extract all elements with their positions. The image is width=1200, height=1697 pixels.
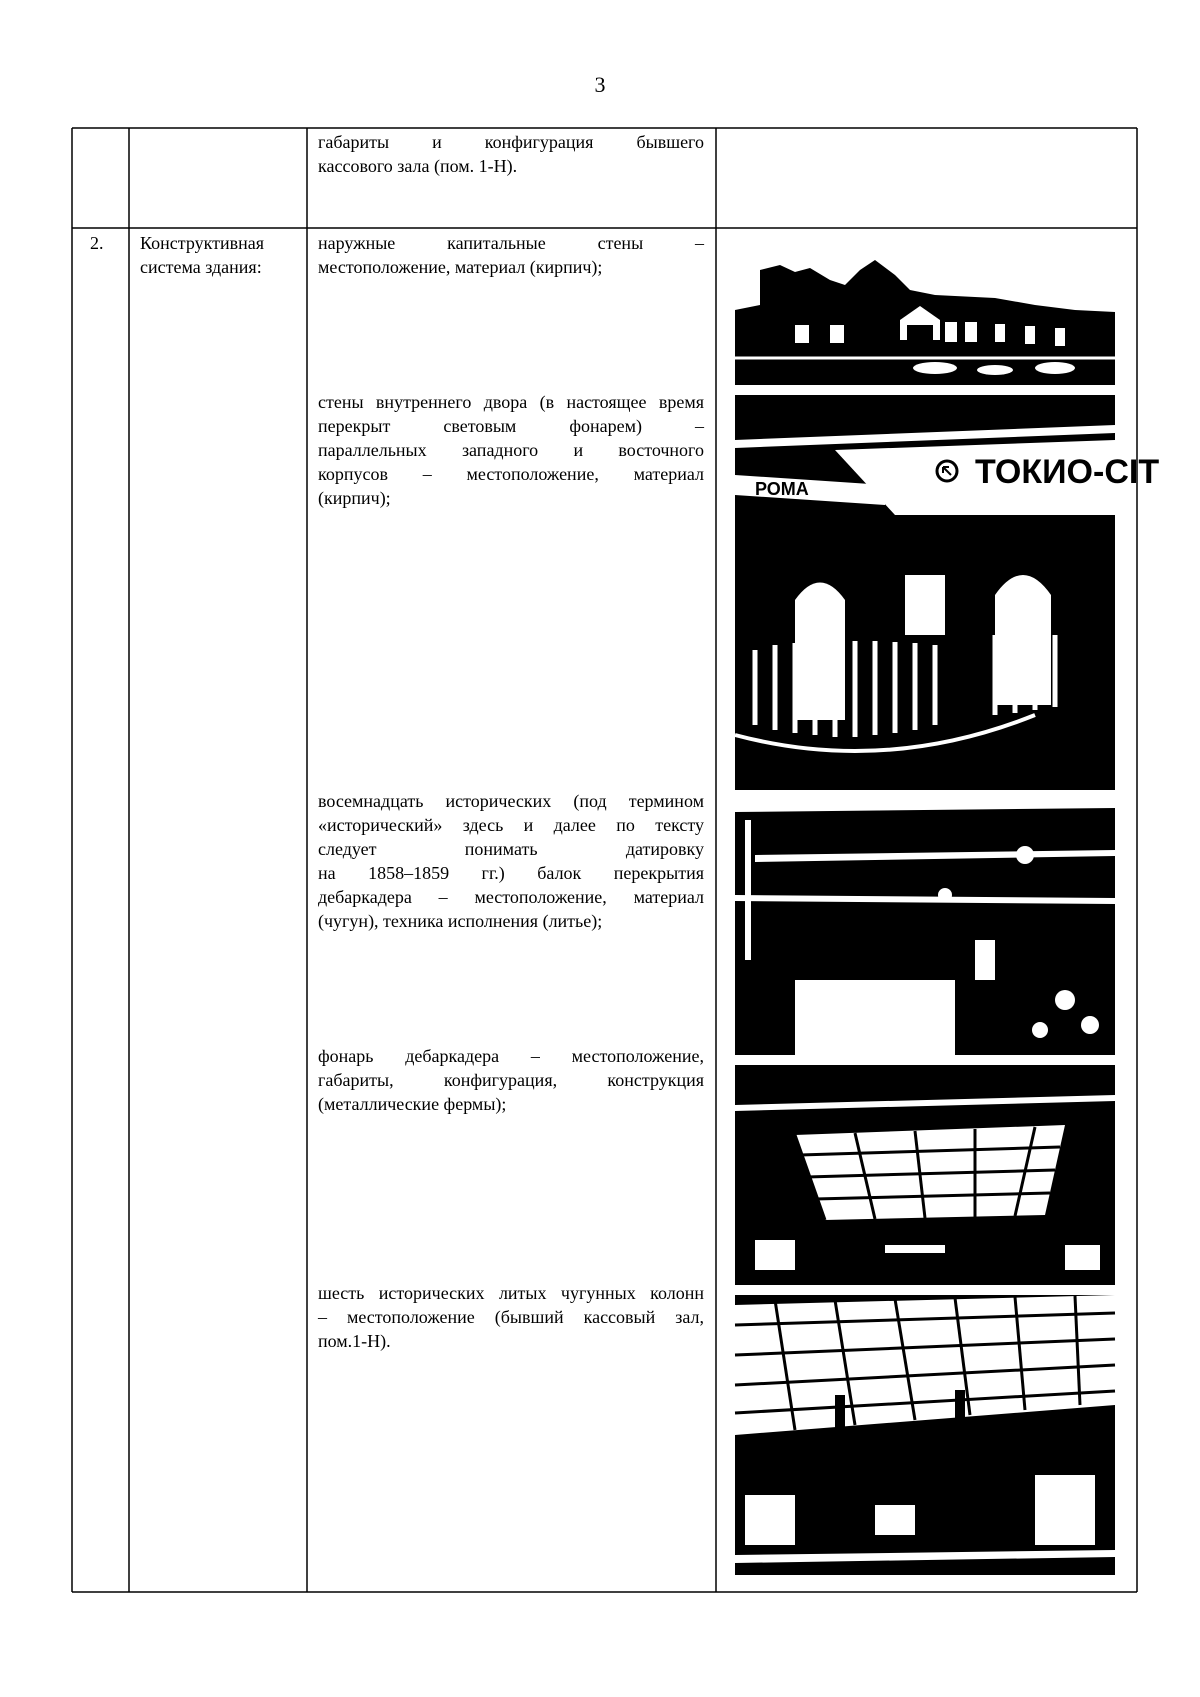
item-line: «исторический» здесь и далее по тексту <box>318 815 704 835</box>
item-line: габариты, конфигурация, конструкция <box>318 1070 704 1090</box>
item-line: пом.1-Н). <box>318 1331 391 1351</box>
subject-line-2: система здания: <box>140 257 262 277</box>
item-line: стены внутреннего двора (в настоящее время <box>318 392 704 412</box>
item-line: (кирпич); <box>318 488 391 508</box>
item-line: дебаркадера – местоположение, материал <box>318 887 704 907</box>
skylight-roof-photo <box>735 1065 1115 1285</box>
atrium-sign-text: ТОКИО-CIT <box>975 453 1160 491</box>
item-line: корпусов – местоположение, материал <box>318 464 704 484</box>
item-line: (чугун), техника исполнения (литье); <box>318 911 603 931</box>
iron-columns-photo <box>735 1295 1115 1575</box>
item-line: перекрыт световым фонарем) – <box>318 416 704 436</box>
item-line: следует понимать датировку <box>318 839 704 859</box>
item-line: наружные капитальные стены – <box>318 233 704 253</box>
continued-text-line-2: кассового зала (пом. 1-Н). <box>318 156 518 176</box>
item-line: – местоположение (бывший кассовый зал, <box>318 1307 704 1327</box>
item-line: на 1858–1859 гг.) балок перекрытия <box>318 863 704 883</box>
item-line: восемнадцать исторических (под термином <box>318 791 704 811</box>
item-line: шесть исторических литых чугунных колонн <box>318 1283 704 1303</box>
item-line: параллельных западного и восточного <box>318 440 704 460</box>
item-line: местоположение, материал (кирпич); <box>318 257 603 277</box>
row-number: 2. <box>90 233 104 253</box>
building-facade-photo <box>735 250 1115 385</box>
subject-line-1: Конструктивная <box>140 233 264 253</box>
continued-text-line-1: габариты и конфигурация бывшего <box>318 132 704 152</box>
atrium-sign-text-2: РОМА <box>755 479 809 499</box>
item-line: (металлические фермы); <box>318 1094 507 1114</box>
ceiling-beams-photo <box>735 800 1115 1055</box>
page-number: 3 <box>594 72 606 97</box>
item-line: фонарь дебаркадера – местоположение, <box>318 1046 704 1066</box>
atrium-interior-photo <box>735 395 1160 790</box>
